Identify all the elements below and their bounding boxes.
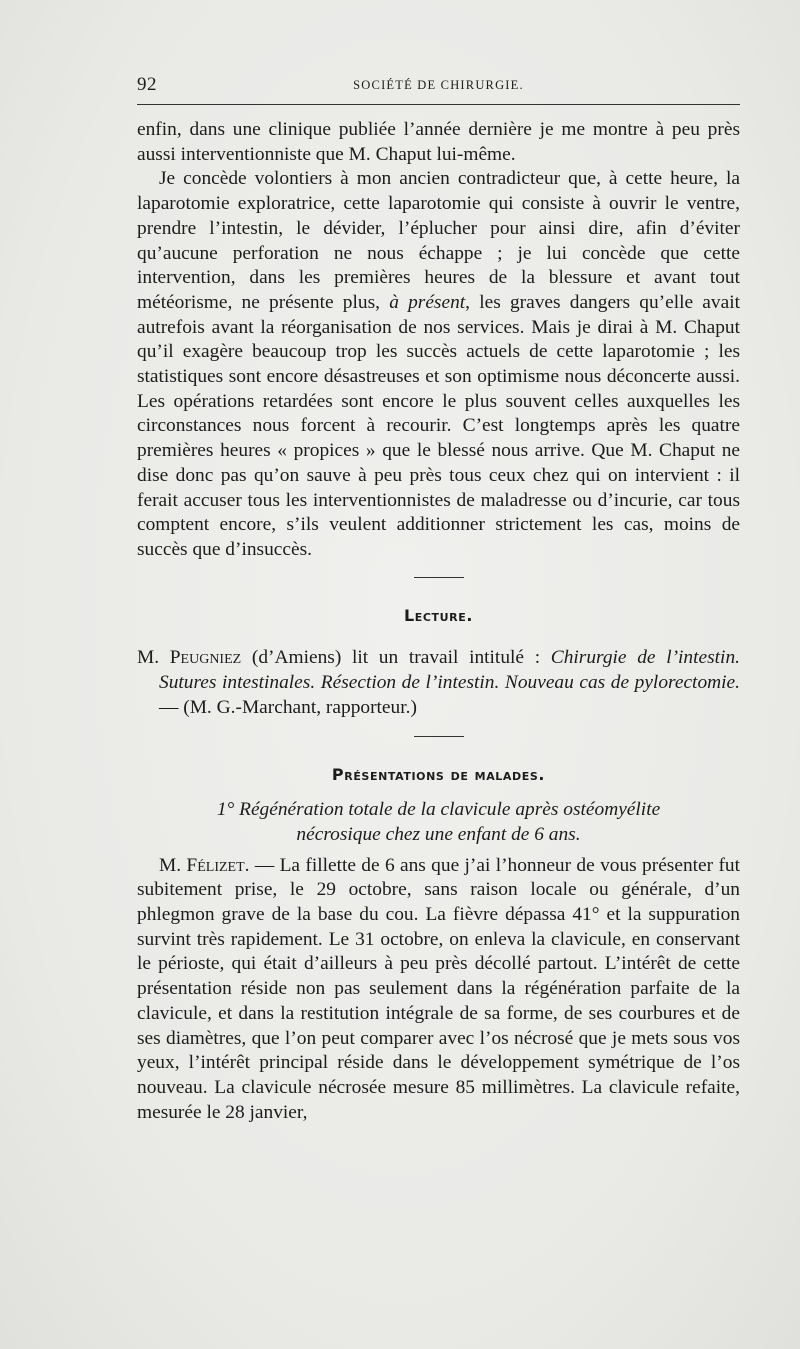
section-heading-presentations: Présentations de malades. <box>331 765 546 785</box>
case-text: . — La fillette de 6 ans que j’ai l’honneur de vous présenter fut subitement prise, le 29 octobre, sans raison locale ou générale, d’un phlegmon grave de la base du cou. La fièvre dépassa 41° et la suppuration survint très rapidement. Le 31 octobre, on enleva la clavicule, en conservant le périoste, qui était d’ailleurs à peu près décollé partout. L’intérêt de cette présentation réside non pas seulement dans la régénération parfaite de la clavicule, et dans la restitution intégrale de sa forme, de ses courbures et de ses diamètres, que l’on peut comparer avec l’os nécrosé que je mets sous vos yeux, l’intérêt principal réside dans le développement symétrique de l’os nouveau. La clavicule nécrosée mesure 85 millimètres. La clavicule refaite, mesurée le 28 janvier, <box>137 854 740 1123</box>
author-name: M. Félizet <box>159 854 245 876</box>
page-number: 92 <box>137 74 157 95</box>
paragraph-continuation: enfin, dans une clinique publiée l’année dernière je me montre à peu près aussi interventionniste que M. Chaput lui-même. <box>137 119 740 165</box>
paragraph-text: Je concède volontiers à mon ancien contradicteur que, à cette heure, la laparotomie exploratrice, cette laparotomie qui consiste à ouvrir le ventre, prendre l’intestin, le dévider, l’éplucher pour ainsi dire, afin d’éviter qu’aucune perforation ne nous échappe ; je lui concède que cette intervention, dans les premières heures de la blessure et avant tout météorisme, ne présente plus, <box>137 168 740 313</box>
section-divider <box>414 736 464 737</box>
case-title-line: 1° Régénération totale de la clavicule après ostéomyélite <box>216 799 661 821</box>
lecture-text: (d’Amiens) lit un travail intitulé : <box>241 647 551 669</box>
author-name: M. Peugniez <box>137 647 242 669</box>
paragraph-laparotomie <box>137 167 740 562</box>
body-text <box>137 118 740 1125</box>
lecture-note: — (M. G.-Marchant, rapporteur.) <box>159 696 417 718</box>
header-rule <box>137 104 740 105</box>
case-paragraph <box>137 854 740 1126</box>
paragraph-text: , les graves dangers qu’elle avait autrefois avant la réorganisation de nos services. Mais je dirai à M. Chaput qu’il exagère beaucoup trop les succès actuels de cette laparotomie ; les statistiques sont encore désastreuses et son optimisme nous déconcerte aussi. Les opérations retardées sont encore le plus souvent celles auxquelles les circonstances nous forcent à recourir. C’est longtemps après les quatre premières heures « propices » que le blessé nous arrive. Que M. Chaput ne dise donc pas qu’on sauve à peu près tous ceux chez qui on intervient : il ferait accuser tous les interventionnistes de maladresse ou d’incurie, car tous comptent encore, s’ils veulent additionner strictement les cas, moins de succès que d’insuccès. <box>137 291 740 560</box>
case-title <box>137 798 740 847</box>
section-heading-lecture: Lecture. <box>403 605 474 625</box>
work-title: Chirurgie de l’intestin. Sutures intestinales. Résection de l’intestin. Nouveau cas de pylorectomie. <box>159 647 740 694</box>
section-divider <box>414 577 464 578</box>
italic-phrase: à présent <box>389 291 466 313</box>
running-title: SOCIÉTÉ DE CHIRURGIE. <box>353 78 524 92</box>
lecture-entry <box>137 646 740 720</box>
page-header <box>137 74 740 102</box>
case-title-line: nécrosique chez une enfant de 6 ans. <box>296 823 581 845</box>
